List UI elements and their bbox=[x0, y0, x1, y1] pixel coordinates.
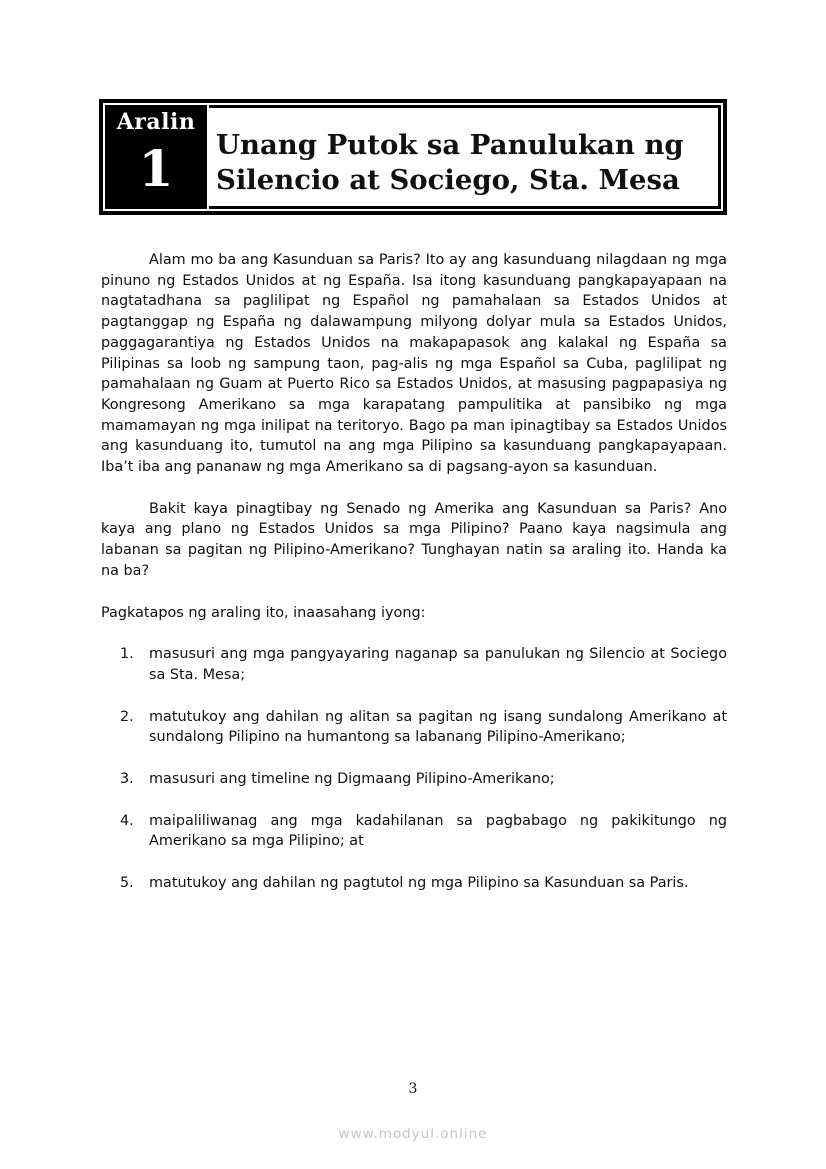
lesson-title: Unang Putok sa Panulukan ng Silencio at Sociego, Sta. Mesa bbox=[216, 129, 684, 196]
lesson-label: Aralin bbox=[116, 109, 196, 135]
objective-text: masusuri ang mga pangyayaring naganap sa panulukan ng Silencio at Sociego sa Sta. Mesa; bbox=[149, 646, 727, 683]
lesson-header-frame bbox=[103, 103, 723, 211]
objective-number: 2. bbox=[120, 708, 134, 725]
objective-number: 1. bbox=[120, 646, 134, 663]
objective-text: maipaliliwanag ang mga kadahilanan sa pagbabago ng pakikitungo ng Amerikano sa mga Pilipino; at bbox=[149, 812, 727, 850]
lesson-title-box bbox=[209, 105, 721, 209]
objective-item bbox=[101, 644, 727, 685]
objective-text: matutukoy ang dahilan ng pagtutol ng mga Pilipino sa Kasunduan sa Paris. bbox=[149, 875, 689, 892]
objective-item bbox=[101, 811, 727, 852]
objectives-list bbox=[101, 644, 727, 894]
lesson-badge bbox=[105, 105, 209, 209]
objectives-intro: Pagkatapos ng araling ito, inaasahang iyong: bbox=[101, 604, 426, 621]
page-number: 3 bbox=[408, 1081, 418, 1097]
lesson-content bbox=[101, 250, 727, 915]
objective-item bbox=[101, 769, 727, 790]
intro-paragraph: Alam mo ba ang Kasunduan sa Paris? Ito ay ang kasunduang nilagdaan ng mga pinuno ng Estados Unidos at ng España. Isa itong kasunduang pangkapayapaan na nagtatadhana sa paglilipat ng Español ng pamahalaan sa Estados Unidos at pagtanggap ng España ng dalawampung milyong dolyar mula sa Estados Unidos, paggagarantiya ng Estados Unidos na makapapasok ang kalakal ng España sa Pilipinas sa loob ng sampung taon, pag-alis ng mga Español sa Cuba, paglilipat ng pamahalaan ng Guam at Puerto Rico sa Estados Unidos, at masusing pagpapasiya ng Kongresong Amerikano sa mga karapatang pampulitika at pansibiko ng mga mamamayan ng mga inilipat na teritoryo. Bago pa man ipinagtibay sa Estados Unidos ang kasunduang ito, tumutol na ang mga Pilipino sa kasunduang pangkapayapaan. Iba’t iba ang pananaw ng mga Amerikano sa di pagsang-ayon sa kasunduan. bbox=[101, 252, 727, 476]
lesson-number: 1 bbox=[138, 139, 174, 198]
objective-item bbox=[101, 873, 727, 894]
objective-number: 3. bbox=[120, 771, 134, 788]
watermark: www.modyul.online bbox=[338, 1126, 488, 1142]
objective-number: 5. bbox=[120, 875, 134, 892]
objective-text: masusuri ang timeline ng Digmaang Pilipino-Amerikano; bbox=[149, 771, 555, 788]
lesson-header bbox=[99, 99, 727, 215]
objective-number: 4. bbox=[120, 812, 134, 829]
objective-text: matutukoy ang dahilan ng alitan sa pagitan ng isang sundalong Amerikano at sundalong Pilipino na humantong sa labanang Pilipino-Amerikano; bbox=[149, 708, 727, 746]
objective-item bbox=[101, 707, 727, 748]
question-paragraph: Bakit kaya pinagtibay ng Senado ng Amerika ang Kasunduan sa Paris? Ano kaya ang plano ng Estados Unidos sa mga Pilipino? Paano kaya nagsimula ang labanan sa pagitan ng Pilipino-Amerikano? Tunghayan natin sa araling ito. Handa ka na ba? bbox=[101, 500, 727, 579]
